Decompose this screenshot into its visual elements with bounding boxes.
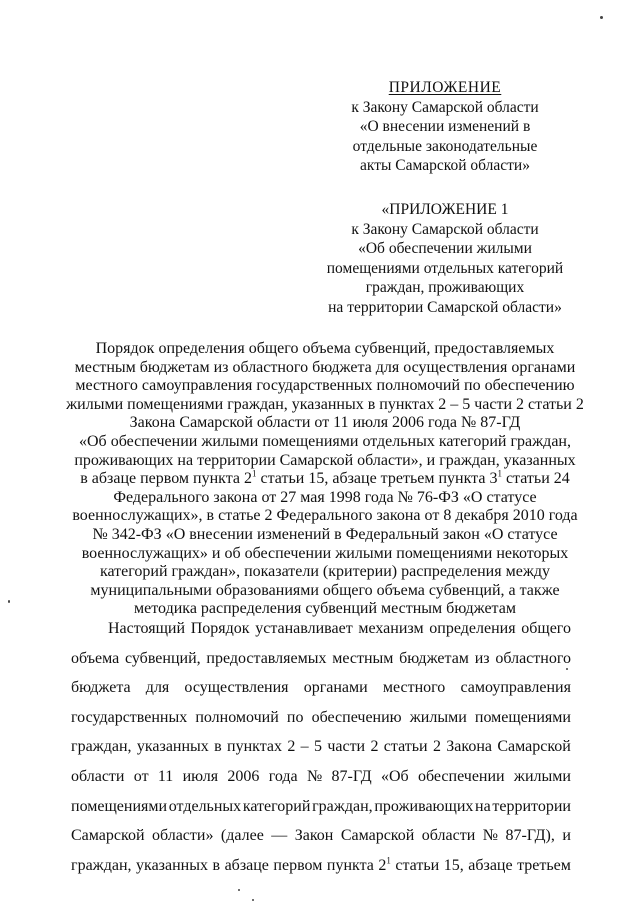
body-word: местного [382,679,446,697]
body-word: органами [303,679,368,697]
body-line [71,851,571,881]
body-line [71,614,571,644]
appendix-one-header [300,200,590,317]
heading-line: «Об обеспечении жилыми помещениями отдельных категорий граждан, [79,432,571,450]
body-word: помещениями [474,708,571,726]
appendix-one-line: к Закону Самарской области [351,220,539,238]
body-word: обеспечению [311,708,402,726]
body-word: Порядок [190,620,250,637]
body-word: полномочий [195,708,279,726]
body-word: Самарской [71,827,145,845]
body-word: граждан, [71,738,132,756]
body-word: Самарской [340,827,415,845]
body-word: самоуправления [460,679,571,697]
body-word: объема [71,649,120,667]
superscript: 1 [497,468,502,479]
body-word: для [145,679,170,697]
body-word: граждан, [312,797,373,815]
body-word: пунктах [227,738,282,756]
scan-speck [252,899,254,901]
heading-line: Порядок определения общего объема субвенций, предоставляемых [95,340,555,357]
body-word: устанавливает [255,620,353,637]
body-word: на [475,797,491,815]
body-number: 2 [378,856,387,874]
body-word: третьем [517,856,571,874]
body-word: Закон [294,827,334,845]
scan-speck [600,16,603,19]
body-word: обеспечении [417,767,505,785]
body-word: граждан, [71,856,132,874]
body-word: определения [429,620,516,637]
body-line [71,732,571,762]
body-word: 11 [157,767,174,785]
body-word: Самарской [497,738,571,756]
body-word: абзаце [468,856,513,874]
body-word: из [474,649,490,667]
body-word: пункта [326,856,374,874]
body-word: территории [492,797,571,815]
body-word: 15, [443,856,464,874]
body-word: 2 [432,738,441,756]
body-word: областного [495,649,571,667]
heading-line: категорий граждан», показатели (критерии) распределения между [99,563,551,581]
body-word: общего [521,620,571,637]
body-word: предоставляемых [206,649,327,667]
body-word: проживающих [374,797,474,815]
heading-text: статьи 15, абзаце третьем пункта 3 [256,470,498,488]
appendix-one-line: «Об обеспечении жилыми [358,240,532,257]
body-word: июля [182,767,219,785]
body-word: 87-ГД [331,767,372,785]
superscript: 1 [252,468,257,479]
body-word: 2 [370,738,379,756]
body-word: 5 [313,738,322,756]
appendix-line: к Закону Самарской области [351,98,539,116]
scan-speck [238,889,240,891]
body-word: жилыми [513,767,571,785]
body-word: категорий [242,797,311,815]
body-line [71,762,571,792]
scan-speck [566,668,568,670]
body-paragraph [71,614,571,880]
superscript: 1 [386,855,391,866]
heading-line: методика распределения субвенций местным бюджетам [134,600,516,618]
heading-line: местного самоуправления государственных полномочий по обеспечению [75,377,575,395]
body-word: и [562,827,571,845]
body-word: помещениями [71,797,168,815]
body-word: указанных [136,738,209,756]
body-word: в [212,856,221,874]
heading-line [60,470,590,489]
heading-line: жилыми помещениями граждан, указанных в пунктах 2 – 5 части 2 статьи 2 [66,395,584,413]
body-word: области [421,827,476,845]
body-word: области» [151,827,214,845]
body-word: (далее [220,827,264,845]
appendix-one-title: «ПРИЛОЖЕНИЕ 1 [381,201,509,218]
heading-text: статьи 24 [501,470,570,488]
body-word: 2 [287,738,296,756]
body-line [71,644,571,674]
body-word: Настоящий [108,620,186,637]
body-word: жилыми [409,708,467,726]
body-line [71,673,571,703]
heading-line: Федерального закона от 27 мая 1998 года № 76-ФЗ «О статусе [113,488,537,506]
body-line [71,821,571,851]
body-line [71,703,571,733]
body-word: части [327,738,366,756]
body-word: по [286,708,304,726]
appendix-title: ПРИЛОЖЕНИЕ [388,79,502,96]
heading-line: военнослужащих» и об обеспечении жилыми помещениями некоторых [81,544,569,562]
body-word: бюджетам [399,649,469,667]
body-line [71,792,571,822]
heading-line: муниципальными образованиями общего объема субвенций, а также [90,581,560,599]
body-word: от [133,767,149,785]
body-word: «Об [380,767,409,785]
body-word: осуществления [184,679,289,697]
appendix-line: отдельные законодательные [352,137,538,155]
heading-line: военнослужащих», в статье 2 Федерального закона от 8 декабря 2010 года [72,507,578,525]
body-word: – [300,738,309,756]
body-word: Закона [446,738,493,756]
body-word: 2006 [227,767,260,785]
heading-text: в абзаце первом пункта 2 [80,470,253,488]
body-word: отдельных [168,797,242,815]
body-word: субвенций, [125,649,201,667]
appendix-one-line: помещениями отдельных категорий [326,259,564,277]
appendix-one-line: граждан, проживающих [365,279,525,296]
scan-speck [8,600,10,603]
document-heading [60,340,590,619]
body-word: бюджета [71,679,131,697]
appendix-line: акты Самарской области» [360,157,530,174]
body-word: государственных [71,708,188,726]
body-word: 87-ГД), [505,827,555,845]
body-word: первом [273,856,323,874]
body-word: указанных [136,856,208,874]
heading-line: Закона Самарской области от 11 июля 2006 года № 87-ГД [129,414,521,432]
appendix-line: «О внесении изменений в [359,118,531,135]
heading-line: местным бюджетам из областного бюджета для осуществления органами [74,358,576,376]
heading-line: проживающих на территории Самарской области», и граждан, указанных [74,451,576,469]
body-word [378,851,391,881]
appendix-one-line: на территории Самарской области» [328,298,562,316]
body-word: местным [332,649,394,667]
body-word: — [271,827,288,845]
body-word: абзаце [224,856,269,874]
body-word: статьи [383,738,428,756]
body-word: № [482,827,498,845]
appendix-header [300,78,590,176]
body-word: в [214,738,222,756]
body-word: № [306,767,323,785]
body-word: года [268,767,298,785]
body-word: области [71,767,125,785]
body-word: статьи [395,856,440,874]
body-word: механизм [358,620,424,637]
heading-line: № 342-ФЗ «О внесении изменений в Федеральный закон «О статусе [92,525,558,543]
